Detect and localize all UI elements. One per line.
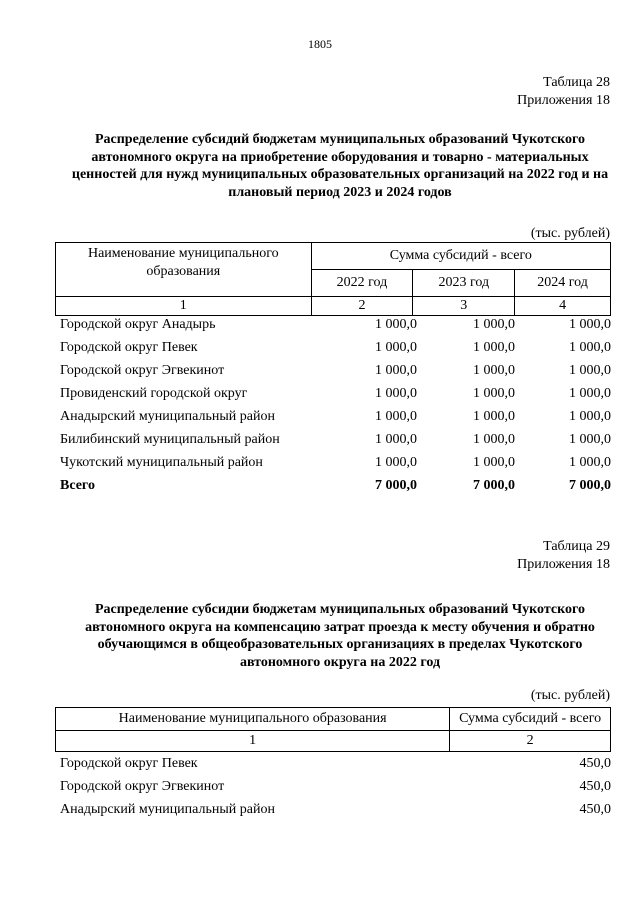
table28-colnum-2: 2 — [311, 297, 413, 316]
table29-colnum-2: 2 — [450, 731, 611, 752]
row-value-2022: 1 000,0 — [375, 385, 417, 401]
row-name: Билибинский муниципальный район — [60, 431, 280, 447]
total-value-2024: 7 000,0 — [569, 477, 611, 493]
row-value-2022: 1 000,0 — [375, 362, 417, 378]
table-row — [60, 798, 611, 821]
row-value-2024: 1 000,0 — [569, 385, 611, 401]
row-value-2022: 1 000,0 — [375, 431, 417, 447]
table28-appendix: Приложения 18 — [517, 93, 610, 108]
table29-reference — [517, 538, 610, 574]
row-value: 450,0 — [579, 801, 611, 817]
table29-colnum-1: 1 — [56, 731, 450, 752]
row-name: Анадырский муниципальный район — [60, 801, 275, 817]
row-name: Городской округ Анадырь — [60, 316, 216, 332]
table28-header-sum: Сумма субсидий - всего — [311, 243, 610, 270]
table28-reference — [517, 74, 610, 110]
row-value-2024: 1 000,0 — [569, 362, 611, 378]
row-value-2024: 1 000,0 — [569, 454, 611, 470]
table28-unit: (тыс. рублей) — [530, 226, 610, 241]
total-value-2022: 7 000,0 — [375, 477, 417, 493]
table28-colnum-1: 1 — [56, 297, 312, 316]
table28-header — [55, 242, 611, 316]
table29-header-sum: Сумма субсидий - всего — [450, 708, 611, 731]
total-label: Всего — [60, 477, 95, 493]
table-row — [60, 313, 611, 336]
row-value-2022: 1 000,0 — [375, 454, 417, 470]
row-value-2023: 1 000,0 — [473, 385, 515, 401]
row-value: 450,0 — [579, 778, 611, 794]
row-value-2023: 1 000,0 — [473, 454, 515, 470]
row-name: Городской округ Певек — [60, 339, 198, 355]
table29-header-name: Наименование муниципального образования — [56, 708, 450, 731]
row-value-2024: 1 000,0 — [569, 316, 611, 332]
table28-colnum-3: 3 — [413, 297, 515, 316]
row-value-2023: 1 000,0 — [473, 316, 515, 332]
row-value-2024: 1 000,0 — [569, 431, 611, 447]
row-value-2022: 1 000,0 — [375, 316, 417, 332]
table29-title: Распределение субсидии бюджетам муниципальных образований Чукотского автономного округа на компенсацию затрат проезда к месту обучения и обратно обучающимся в общеобразовательных организациях в пределах Чукотского автономного округа на 2022 год — [85, 602, 595, 670]
table-row — [60, 775, 611, 798]
row-name: Городской округ Эгвекинот — [60, 362, 225, 378]
table28-colnum-4: 4 — [515, 297, 611, 316]
row-value-2023: 1 000,0 — [473, 362, 515, 378]
table28-header-name: Наименование муниципального образования — [56, 243, 312, 297]
table-row — [60, 752, 611, 775]
table29-unit: (тыс. рублей) — [530, 688, 610, 703]
table-row — [60, 336, 611, 359]
table28-number: Таблица 28 — [543, 75, 610, 90]
row-value-2022: 1 000,0 — [375, 408, 417, 424]
table-row — [60, 359, 611, 382]
table-row — [60, 405, 611, 428]
row-value-2022: 1 000,0 — [375, 339, 417, 355]
table29-body — [60, 752, 611, 821]
page-number: 1805 — [308, 37, 332, 51]
row-name: Городской округ Певек — [60, 755, 198, 771]
table28-header-2024: 2024 год — [515, 270, 611, 297]
table-row — [60, 382, 611, 405]
row-name: Провиденский городской округ — [60, 385, 248, 401]
table28-title: Распределение субсидий бюджетам муниципальных образований Чукотского автономного округа на приобретение оборудования и товарно - материальных ценностей для нужд муниципальных образовательных организаций на 2022 год и на плановый период 2023 и 2024 годов — [71, 132, 609, 200]
table28-header-2022: 2022 год — [311, 270, 413, 297]
table29-header — [55, 707, 611, 752]
total-row — [60, 474, 611, 497]
row-name: Чукотский муниципальный район — [60, 454, 263, 470]
row-value-2024: 1 000,0 — [569, 339, 611, 355]
row-value-2023: 1 000,0 — [473, 339, 515, 355]
table-row — [60, 451, 611, 474]
table28-header-2023: 2023 год — [413, 270, 515, 297]
table29-number: Таблица 29 — [543, 539, 610, 554]
row-name: Анадырский муниципальный район — [60, 408, 275, 424]
row-value: 450,0 — [579, 755, 611, 771]
table28-body — [60, 313, 611, 497]
table29-appendix: Приложения 18 — [517, 557, 610, 572]
row-value-2023: 1 000,0 — [473, 431, 515, 447]
row-name: Городской округ Эгвекинот — [60, 778, 225, 794]
row-value-2023: 1 000,0 — [473, 408, 515, 424]
total-value-2023: 7 000,0 — [473, 477, 515, 493]
row-value-2024: 1 000,0 — [569, 408, 611, 424]
table-row — [60, 428, 611, 451]
